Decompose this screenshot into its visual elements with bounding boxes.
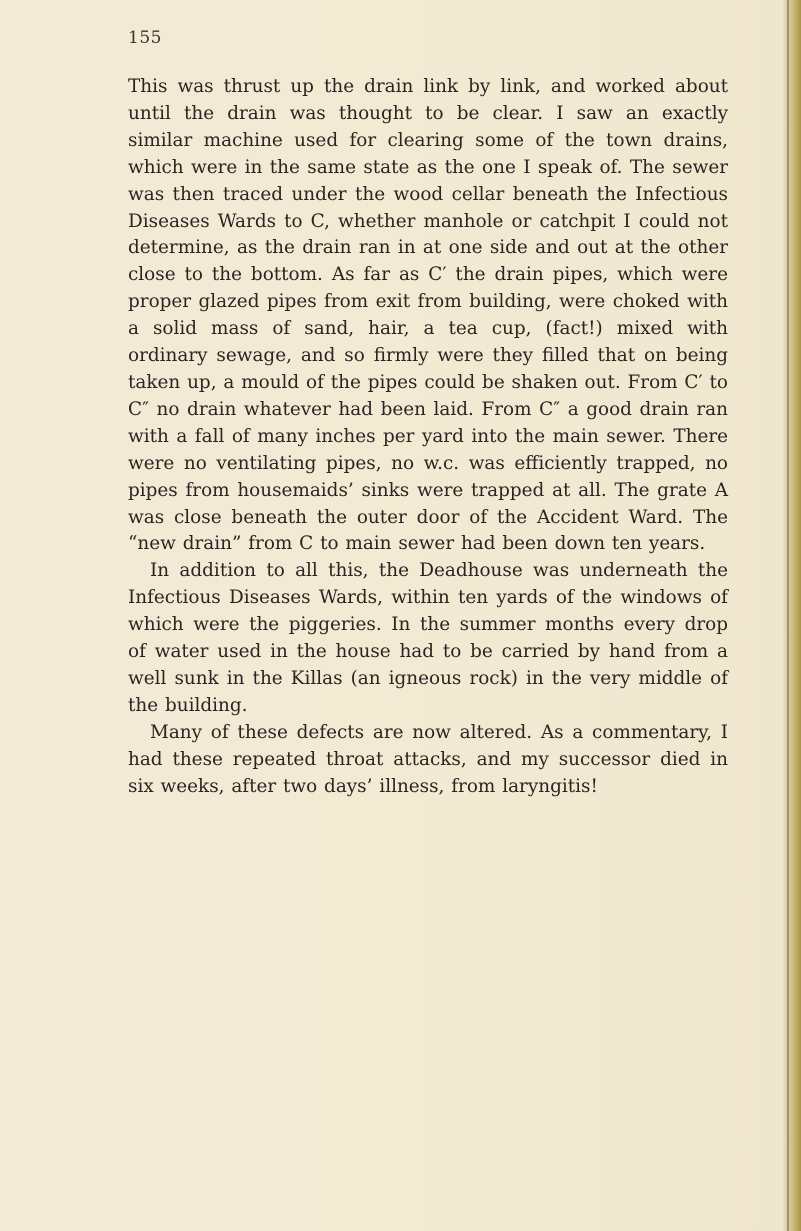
- body-text: [128, 74, 728, 800]
- paragraph-2: In addition to all this, the Deadhouse was underneath the Infectious Diseases Wards, within ten yards of the windows of which were the piggeries. In the summer months every drop of water used in the house had to be carried by hand from a well sunk in the Killas (an igneous rock) in the very middle of the building.: [128, 560, 728, 716]
- paragraph-1: This was thrust up the drain link by link, and worked about until the drain was thought to be clear. I saw an exactly similar machine used for clearing some of the town drains, which were in the same state as the one I speak of. The sewer was then traced under the wood cellar beneath the Infectious Diseases Wards to C, whether manhole or catchpit I could not determine, as the drain ran in at one side and out at the other close to the bottom. As far as C′ the drain pipes, which were proper glazed pipes from exit from building, were choked with a solid mass of sand, hair, a tea cup, (fact!) mixed with ordinary sewage, and so firmly were they filled that on being taken up, a mould of the pipes could be shaken out. From C′ to C″ no drain whatever had been laid. From C″ a good drain ran with a fall of many inches per yard into the main sewer. There were no ventilating pipes, no w.c. was efficiently trapped, no pipes from housemaids’ sinks were trapped at all. The grate A was close beneath the outer door of the Accident Ward. The “new drain” from C to main sewer had been down ten years.: [128, 76, 728, 555]
- paragraph-3: Many of these defects are now altered. As a commentary, I had these repeated throat attacks, and my successor died in six weeks, after two days’ illness, from laryngitis!: [128, 721, 728, 797]
- page-number: 155: [128, 28, 162, 48]
- page-edge-line: [787, 0, 789, 1231]
- page-edge: [783, 0, 801, 1231]
